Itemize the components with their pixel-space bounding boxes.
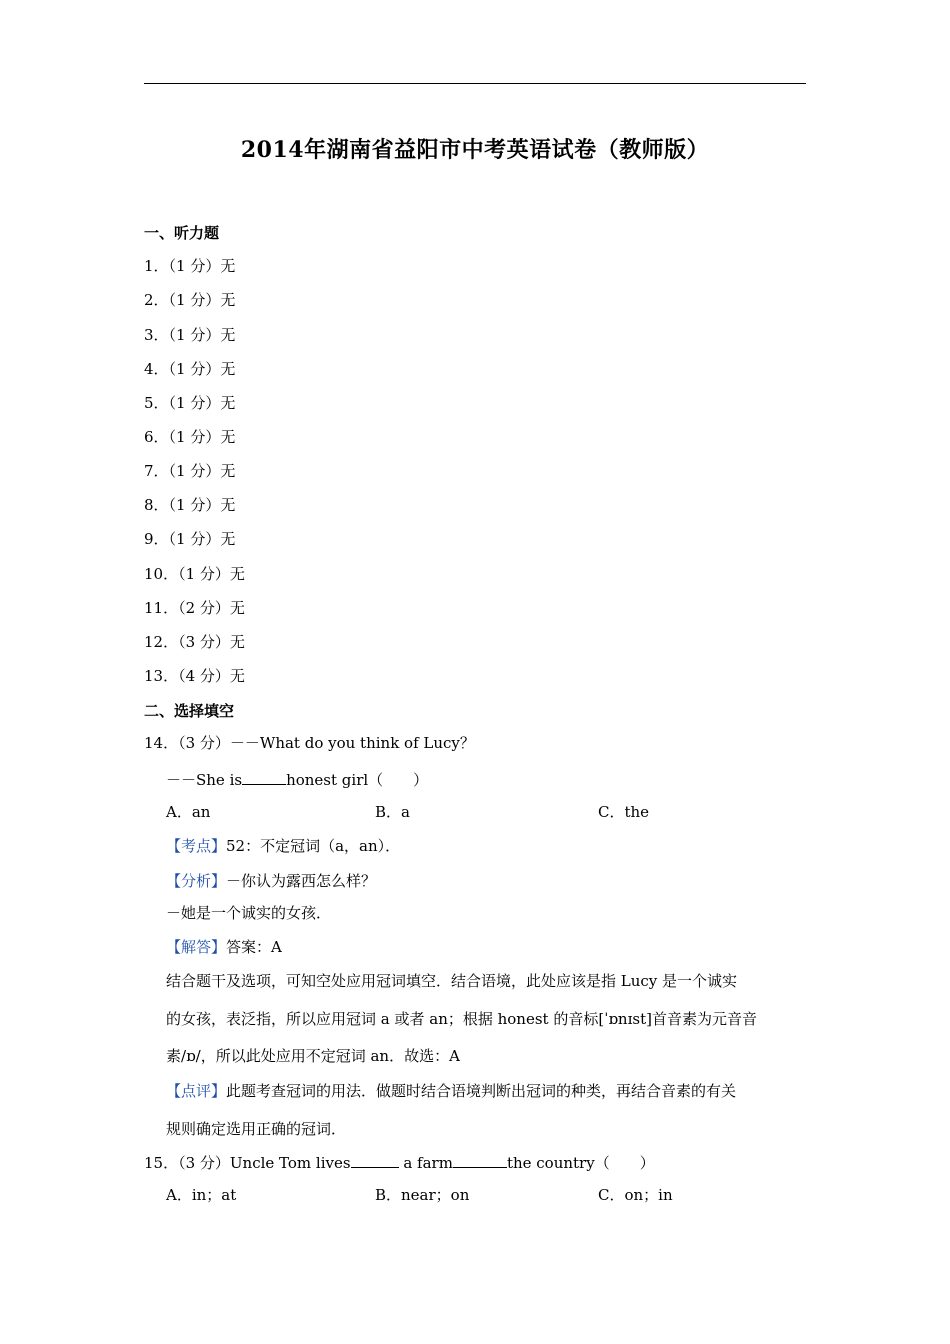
question-14-stem: 14．（3 分）－－What do you think of Lucy？ [144, 734, 475, 752]
fenxi [166, 871, 376, 891]
kaodian [166, 836, 400, 856]
question-14-line2-pre: －－She is [166, 771, 243, 789]
fenxi-text-2: －她是一个诚实的女孩． [166, 904, 332, 922]
section-heading-choice: 二、选择填空 [144, 702, 235, 720]
kaodian-text: 52：不定冠词（a，an）． [226, 837, 401, 855]
answer-blank [242, 768, 286, 785]
fenxi-text: －你认为露西怎么样？ [226, 872, 377, 890]
list-item: 5．（1 分）无 [144, 394, 236, 412]
dianping [166, 1081, 736, 1101]
dianping-tag: 【点评】 [166, 1082, 227, 1100]
list-item: 2．（1 分）无 [144, 291, 236, 309]
question-14-line2-post: honest girl（ ） [286, 771, 429, 789]
list-item: 11．（2 分）无 [144, 599, 245, 617]
dianping-text-2: 规则确定选用正确的冠词． [166, 1120, 347, 1138]
list-item: 3．（1 分）无 [144, 326, 236, 344]
list-item: 1．（1 分）无 [144, 257, 236, 275]
option-a: A．an [166, 803, 211, 821]
list-item: 7．（1 分）无 [144, 462, 236, 480]
dianping-text: 此题考查冠词的用法．做题时结合语境判断出冠词的种类，再结合音素的有关 [226, 1082, 737, 1100]
answer-blank [453, 1151, 507, 1168]
list-item: 12．（3 分）无 [144, 633, 245, 651]
list-item: 10．（1 分）无 [144, 565, 245, 583]
option-c: C．the [598, 803, 650, 821]
option-b: B．near；on [375, 1186, 470, 1204]
question-15-post: the country（ ） [506, 1154, 655, 1172]
question-14-line2 [166, 768, 428, 790]
jieda [166, 937, 282, 957]
jieda-tag: 【解答】 [166, 938, 227, 956]
question-15-pre: 15．（3 分）Uncle Tom lives [144, 1154, 351, 1172]
explain-line-2: 的女孩，表泛指，所以应用冠词 a 或者 an；根据 honest 的音标[ˈɒnɪst]首音素为元音音 [166, 1010, 757, 1028]
list-item: 8．（1 分）无 [144, 496, 236, 514]
jieda-text: 答案：A [226, 938, 282, 956]
question-15-stem [144, 1151, 655, 1173]
page-title: 2014年湖南省益阳市中考英语试卷（教师版） [240, 137, 710, 163]
kaodian-tag: 【考点】 [166, 837, 227, 855]
header-rule [144, 83, 806, 84]
question-15-mid: a farm [398, 1154, 453, 1172]
list-item: 13．（4 分）无 [144, 667, 245, 685]
explain-line-3: 素/ɒ/，所以此处应用不定冠词 an．故选：A [166, 1047, 460, 1065]
option-c: C．on；in [598, 1186, 673, 1204]
list-item: 4．（1 分）无 [144, 360, 236, 378]
list-item: 9．（1 分）无 [144, 530, 236, 548]
section-heading-listening: 一、听力题 [144, 224, 220, 242]
explain-line-1: 结合题干及选项，可知空处应用冠词填空．结合语境，此处应该是指 Lucy 是一个诚实 [166, 972, 738, 990]
answer-blank [351, 1151, 399, 1168]
list-item: 6．（1 分）无 [144, 428, 236, 446]
fenxi-tag: 【分析】 [166, 872, 227, 890]
option-a: A．in；at [166, 1186, 237, 1204]
option-b: B．a [375, 803, 410, 821]
